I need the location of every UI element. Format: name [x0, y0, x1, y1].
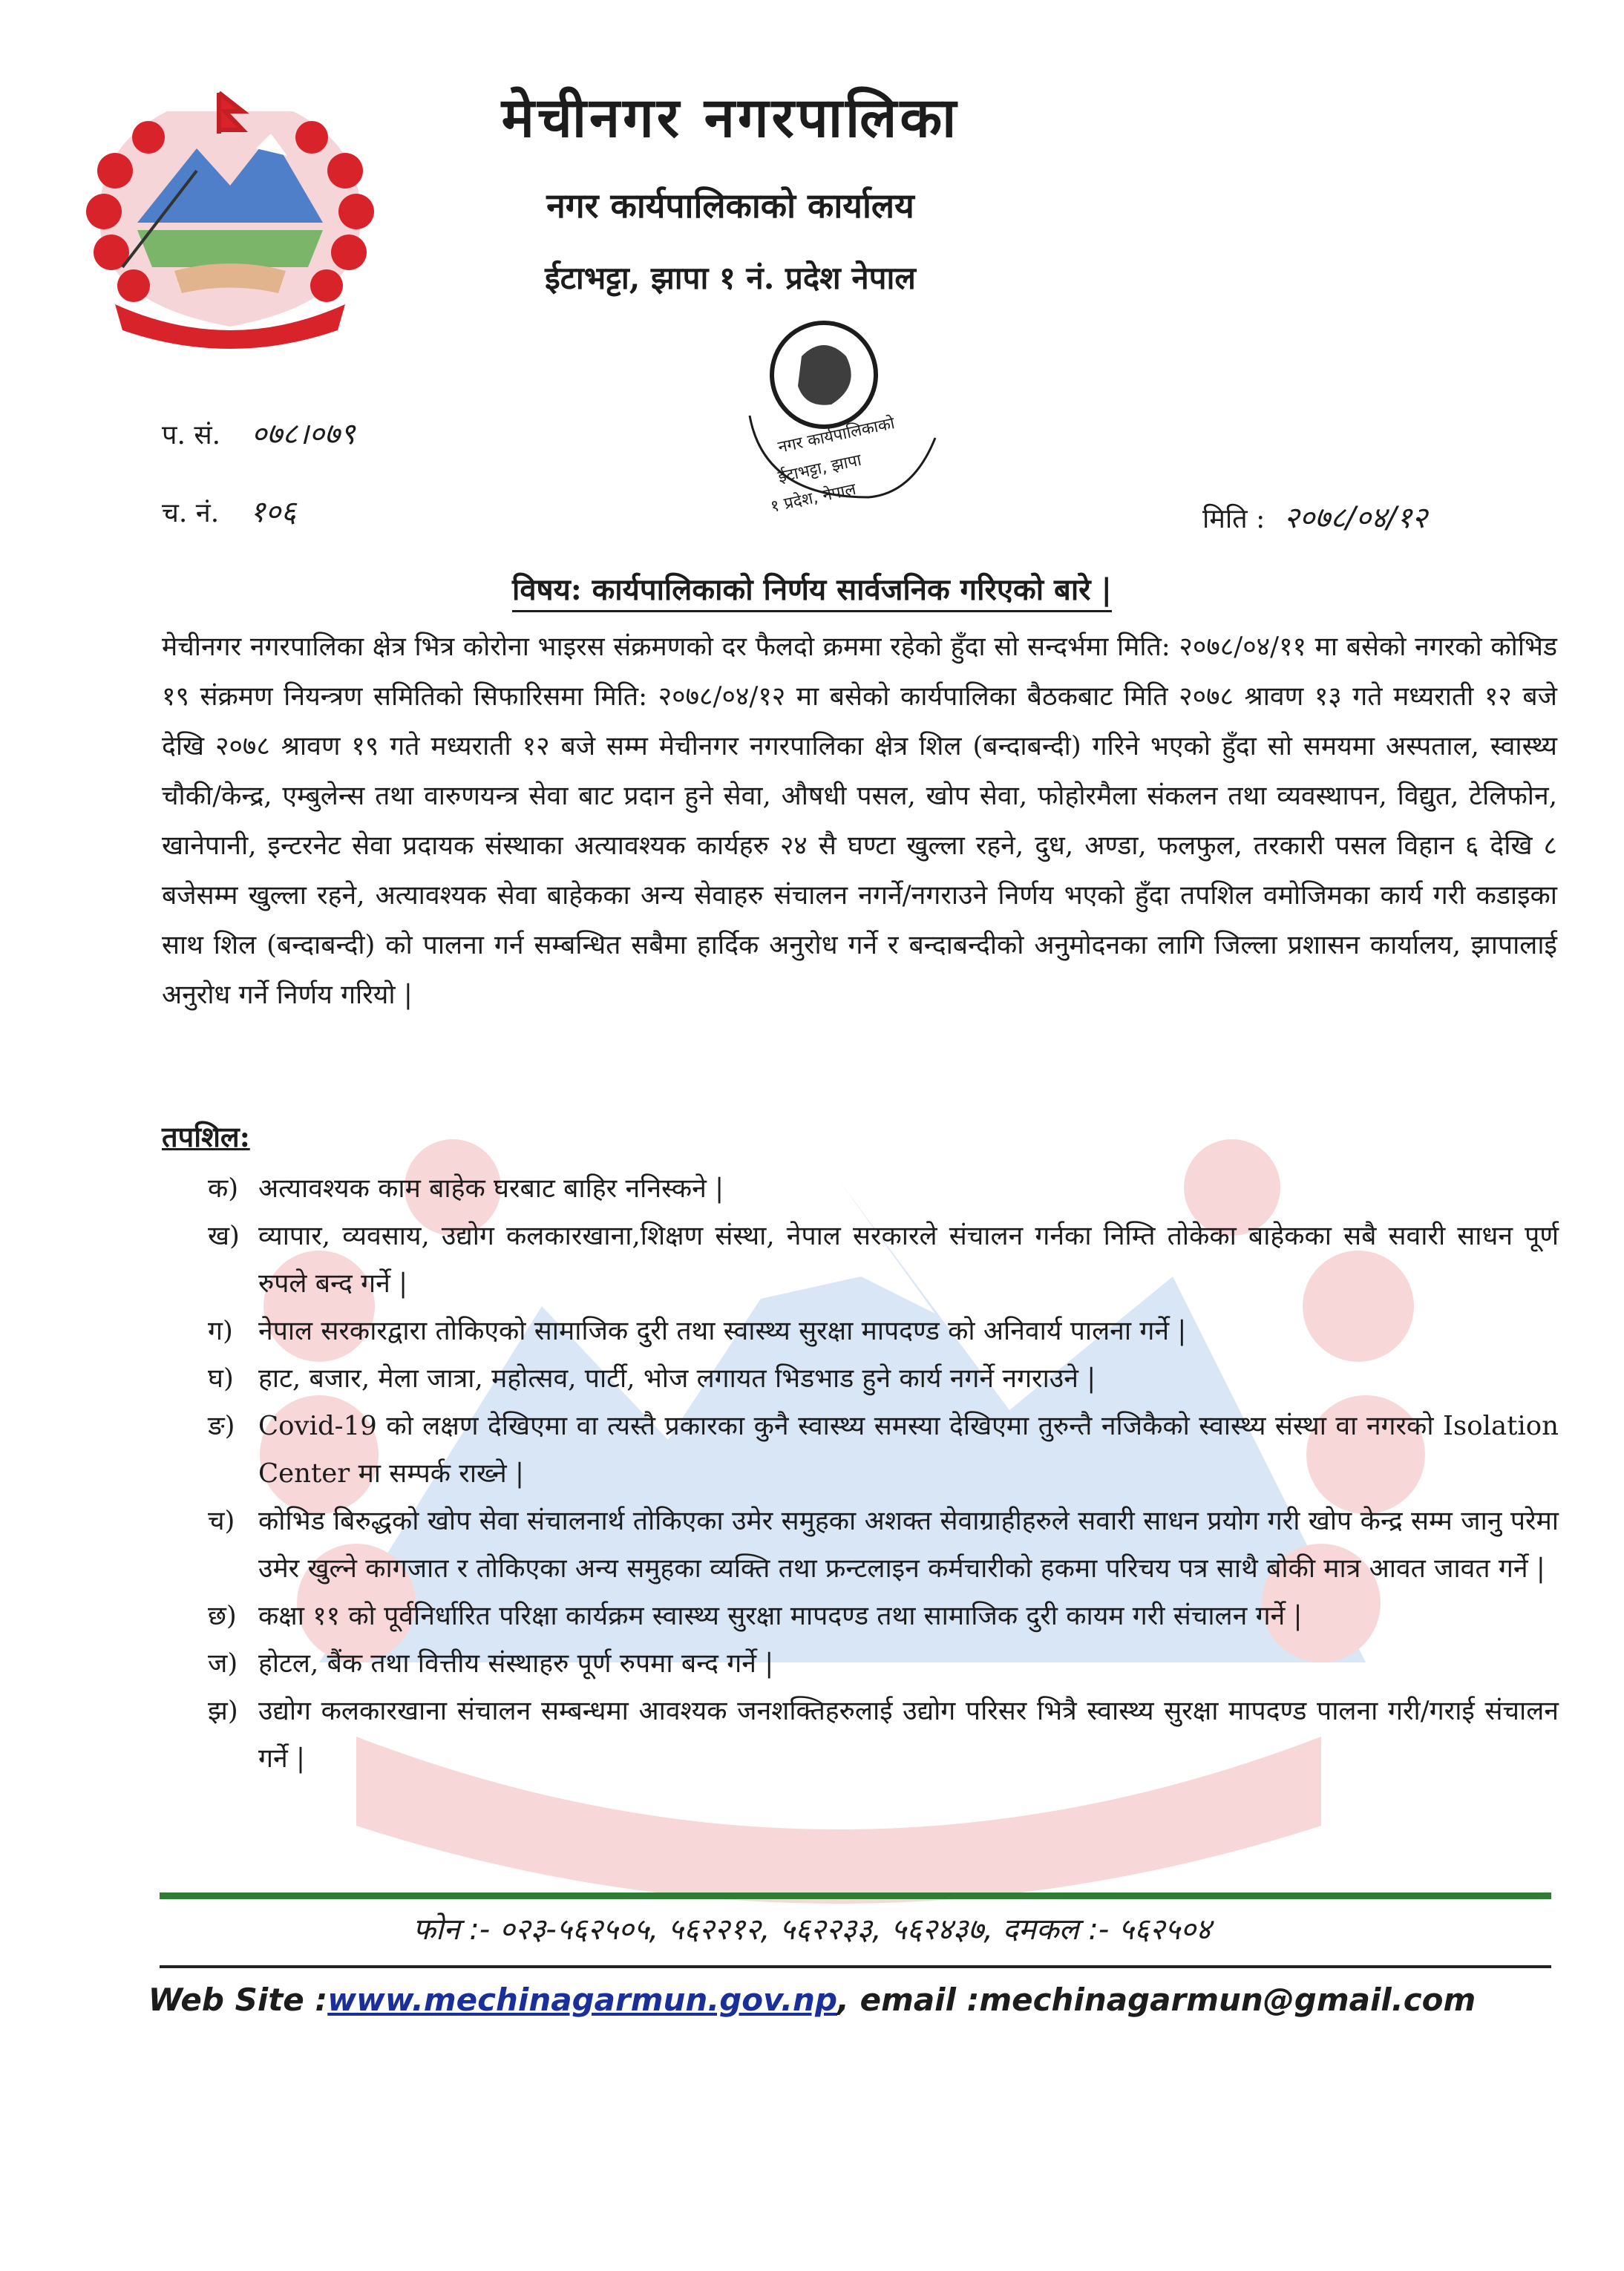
phone-line: फोन :- ०२३-५६२५०५, ५६२२१२, ५६२२३३, ५६२४३७, दमकल :- ५६२५०४ [413, 1913, 1211, 1947]
list-item [208, 1213, 1559, 1308]
footer-divider-green [160, 1892, 1551, 1899]
list-item-label: ज) [208, 1648, 238, 1679]
office-subtitle: नगर कार्यपालिकाको कार्यालय [546, 186, 914, 226]
date-row [1202, 496, 1427, 537]
list-item-text: कक्षा ११ को पूर्वनिर्धारित परिक्षा कार्यक्रम स्वास्थ्य सुरक्षा मापदण्ड तथा सामाजिक दुरी कायम गरी संचालन गर्ने | [258, 1601, 1303, 1631]
list-item [208, 1355, 1559, 1403]
list-item-label: ख) [208, 1221, 240, 1251]
email-label: , email : [837, 1982, 980, 2018]
list-item-label: छ) [208, 1601, 237, 1631]
subject-line [0, 568, 1624, 609]
list-item-text: होटल, बैंक तथा वित्तीय संस्थाहरु पूर्ण रुपमा बन्द गर्ने | [258, 1648, 774, 1679]
website-link[interactable]: www.mechinagarmun.gov.np [327, 1982, 838, 2018]
dispatch-value: १०६ [249, 495, 297, 529]
tapshil-heading: तपशिल: [162, 1120, 250, 1153]
date-label: मिति : [1202, 504, 1266, 534]
list-item-text: नेपाल सरकारद्वारा तोकिएको सामाजिक दुरी तथा स्वास्थ्य सुरक्षा मापदण्ड को अनिवार्य पालना गर्ने | [258, 1316, 1187, 1346]
office-address: ईटाभट्टा, झापा १ नं. प्रदेश नेपाल [545, 260, 916, 296]
date-value: २०७८/०४/१२ [1283, 501, 1428, 535]
svg-text:नगर कार्यपालिकाको: नगर कार्यपालिकाको [776, 414, 897, 457]
list-item [208, 1165, 1559, 1213]
email-address[interactable]: mechinagarmun@gmail.com [979, 1982, 1476, 2018]
ref-label: प. सं. [162, 420, 221, 450]
dispatch-label: च. नं. [162, 498, 220, 528]
list-item [208, 1640, 1559, 1688]
list-item [208, 1498, 1559, 1593]
list-item-text: अत्यावश्यक काम बाहेक घरबाट बाहिर ननिस्कने | [258, 1173, 724, 1204]
list-item-label: क) [208, 1173, 239, 1204]
footer-divider-black [160, 1965, 1551, 1968]
list-item-label: झ) [208, 1696, 238, 1726]
subject-text: विषय: कार्यपालिकाको निर्णय सार्वजनिक गरिएको बारे | [512, 572, 1112, 612]
svg-text:ईटाभट्टा, झापा: ईटाभट्टा, झापा [776, 450, 863, 487]
list-item [208, 1403, 1559, 1498]
list-item-text: व्यापार, व्यवसाय, उद्योग कलकारखाना,शिक्षण संस्था, नेपाल सरकारले संचालन गर्नका निम्ति तोकेका बाहेकका सबै सवारी साधन पूर्ण रुपले बन्द गर्ने | [258, 1221, 1559, 1299]
list-item-text: उद्योग कलकारखाना संचालन सम्बन्धमा आवश्यक जनशक्तिहरुलाई उद्योग परिसर भित्रै स्वास्थ्य सुरक्षा मापदण्ड पालना गरी/गराई संचालन गर्ने | [258, 1696, 1559, 1774]
list-item-label: घ) [208, 1363, 234, 1394]
website-label: Web Site : [148, 1982, 328, 2018]
list-item-label: च) [208, 1506, 235, 1536]
list-item-text: कोभिड बिरुद्धको खोप सेवा संचालनार्थ तोकिएका उमेर समुहका अशक्त सेवाग्राहीहरुले सवारी साधन प्रयोग गरी खोप केन्द्र सम्म जानु परेमा उमेर खुल्ने कागजात र तोकिएका अन्य समुहका व्यक्ति तथा फ्रन्टलाइन कर्मचारीको हकमा परिचय पत्र साथै बोकी मात्र आवत जावत गर्ने | [258, 1506, 1559, 1584]
list-item-text: Covid-19 को लक्षण देखिएमा वा त्यस्तै प्रकारका कुनै स्वास्थ्य समस्या देखिएमा तुरुन्तै नजिकैको स्वास्थ्य संस्था वा नगरको Isolation Center मा सम्पर्क राख्ने | [258, 1411, 1559, 1489]
tapshil-list [208, 1165, 1559, 1783]
ref-number-row [162, 412, 356, 453]
office-stamp [735, 304, 965, 527]
list-item-label: ग) [208, 1316, 233, 1346]
dispatch-number-row [162, 490, 296, 531]
list-item [208, 1308, 1559, 1355]
list-item [208, 1593, 1559, 1640]
list-item-label: ङ) [208, 1411, 235, 1441]
body-paragraph: मेचीनगर नगरपालिका क्षेत्र भित्र कोरोना भाइरस संक्रमणको दर फैलदो क्रममा रहेको हुँदा सो सन्दर्भमा मिति: २०७८/०४/११ मा बसेको नगरको कोभिड १९ संक्रमण नियन्त्रण समितिको सिफारिसमा मिति: २०७८/०४/१२ मा बसेको कार्यपालिका बैठकबाट मिति २०७८ श्रावण १३ गते मध्यराती १२ बजे देखि २०७८ श्रावण १९ गते मध्यराती १२ बजे सम्म मेचीनगर नगरपालिका क्षेत्र शिल (बन्दाबन्दी) गरिने भएको हुँदा सो समयमा अस्पताल, स्वास्थ्य चौकी/केन्द्र, एम्बुलेन्स तथा वारुणयन्त्र सेवा बाट प्रदान हुने सेवा, औषधी पसल, खोप सेवा, फोहोरमैला संकलन तथा व्यवस्थापन, विद्युत, टेलिफोन, खानेपानी, इन्टरनेट सेवा प्रदायक संस्थाका अत्यावश्यक कार्यहरु २४ सै घण्टा खुल्ला रहने, दुध, अण्डा, फलफुल, तरकारी पसल विहान ६ देखि ८ बजेसम्म खुल्ला रहने, अत्यावश्यक सेवा बाहेकका अन्य सेवाहरु संचालन नगर्ने/नगराउने निर्णय भएको हुँदा तपशिल वमोजिमका कार्य गरी कडाइका साथ शिल (बन्दाबन्दी) को पालना गर्न सम्बन्धित सबैमा हार्दिक अनुरोध गर्ने र बन्दाबन्दीको अनुमोदनका लागि जिल्ला प्रशासन कार्यालय, झापालाई अनुरोध गर्ने निर्णय गरियो | [162, 632, 1557, 1010]
ref-value: ०७८।०७९ [251, 417, 356, 451]
contact-line [0, 1982, 1624, 2018]
office-name: मेचीनगर नगरपालिका [501, 86, 960, 150]
list-item-text: हाट, बजार, मेला जात्रा, महोत्सव, पार्टी, भोज लगायत भिडभाड हुने कार्य नगर्ने नगराउने | [258, 1363, 1096, 1394]
list-item [208, 1688, 1559, 1783]
svg-text:१ प्रदेश, नेपाल: १ प्रदेश, नेपाल [769, 480, 858, 517]
